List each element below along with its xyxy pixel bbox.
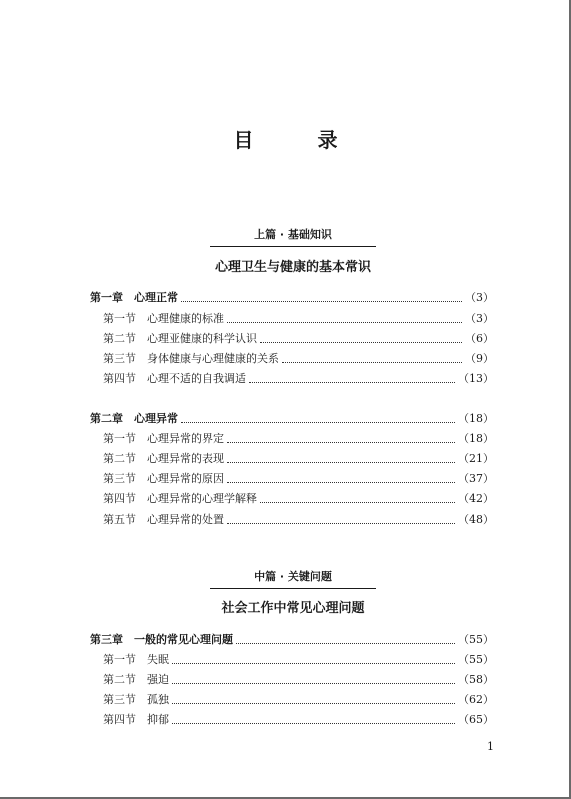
dot-leader	[172, 698, 455, 704]
toc-chapter[interactable]	[90, 411, 494, 427]
part-label: 上篇 · 基础知识	[254, 228, 332, 241]
dot-leader	[181, 417, 455, 423]
page-ref: （55）	[458, 633, 494, 646]
section-label: 第三节 孤独	[103, 693, 169, 706]
dot-leader	[227, 457, 455, 463]
dot-leader	[181, 296, 462, 302]
section-label: 第五节 心理异常的处置	[103, 513, 224, 526]
toc-section[interactable]	[103, 652, 494, 668]
toc-chapter[interactable]	[90, 632, 494, 648]
toc-chapter[interactable]	[90, 290, 494, 306]
page-ref: （48）	[458, 513, 494, 526]
toc-section[interactable]	[103, 351, 494, 367]
page-ref: （18）	[458, 412, 494, 425]
toc-section[interactable]	[103, 712, 494, 728]
dot-leader	[172, 658, 455, 664]
section-label: 第一节 失眠	[103, 653, 169, 666]
page-ref: （21）	[458, 452, 494, 465]
page-ref: （13）	[458, 372, 494, 385]
dot-leader	[227, 518, 455, 524]
dot-leader	[227, 317, 462, 323]
section-label: 第一节 心理异常的界定	[103, 432, 224, 445]
dot-leader	[236, 638, 455, 644]
dot-leader	[172, 718, 455, 724]
part-divider	[210, 588, 376, 589]
page-ref: （65）	[458, 713, 494, 726]
page-ref: （58）	[458, 673, 494, 686]
toc-section[interactable]	[103, 331, 494, 347]
toc-section[interactable]	[103, 431, 494, 447]
chapter-label: 第二章 心理异常	[90, 412, 178, 425]
page-ref: （6）	[465, 332, 494, 345]
section-label: 第一节 心理健康的标准	[103, 312, 224, 325]
part-divider	[210, 246, 376, 247]
part-label: 中篇 · 关键问题	[254, 570, 332, 583]
page-ref: （55）	[458, 653, 494, 666]
dot-leader	[260, 497, 455, 503]
toc-section[interactable]	[103, 451, 494, 467]
section-label: 第四节 抑郁	[103, 713, 169, 726]
page-title: 目 录	[233, 128, 360, 152]
dot-leader	[249, 377, 455, 383]
page-ref: （18）	[458, 432, 494, 445]
toc-section[interactable]	[103, 371, 494, 387]
page-ref: （37）	[458, 472, 494, 485]
page-ref: （9）	[465, 352, 494, 365]
toc-section[interactable]	[103, 311, 494, 327]
dot-leader	[282, 357, 462, 363]
toc-section[interactable]	[103, 471, 494, 487]
dot-leader	[227, 477, 455, 483]
section-label: 第四节 心理异常的心理学解释	[103, 492, 257, 505]
page-ref: （3）	[465, 312, 494, 325]
part-subtitle: 心理卫生与健康的基本常识	[214, 260, 371, 275]
section-label: 第二节 强迫	[103, 673, 169, 686]
dot-leader	[227, 437, 455, 443]
toc-section[interactable]	[103, 672, 494, 688]
page-ref: （62）	[458, 693, 494, 706]
section-label: 第二节 心理亚健康的科学认识	[103, 332, 257, 345]
toc-section[interactable]	[103, 692, 494, 708]
toc-section[interactable]	[103, 491, 494, 507]
section-label: 第二节 心理异常的表现	[103, 452, 224, 465]
section-label: 第四节 心理不适的自我调适	[103, 372, 246, 385]
section-label: 第三节 心理异常的原因	[103, 472, 224, 485]
page-ref: （42）	[458, 492, 494, 505]
dot-leader	[172, 678, 455, 684]
part-subtitle: 社会工作中常见心理问题	[221, 601, 365, 616]
section-label: 第三节 身体健康与心理健康的关系	[103, 352, 279, 365]
chapter-label: 第三章 一般的常见心理问题	[90, 633, 233, 646]
dot-leader	[260, 337, 462, 343]
chapter-label: 第一章 心理正常	[90, 291, 178, 304]
page-ref: （3）	[465, 291, 494, 304]
page-number: 1	[487, 740, 494, 753]
toc-section[interactable]	[103, 512, 494, 528]
